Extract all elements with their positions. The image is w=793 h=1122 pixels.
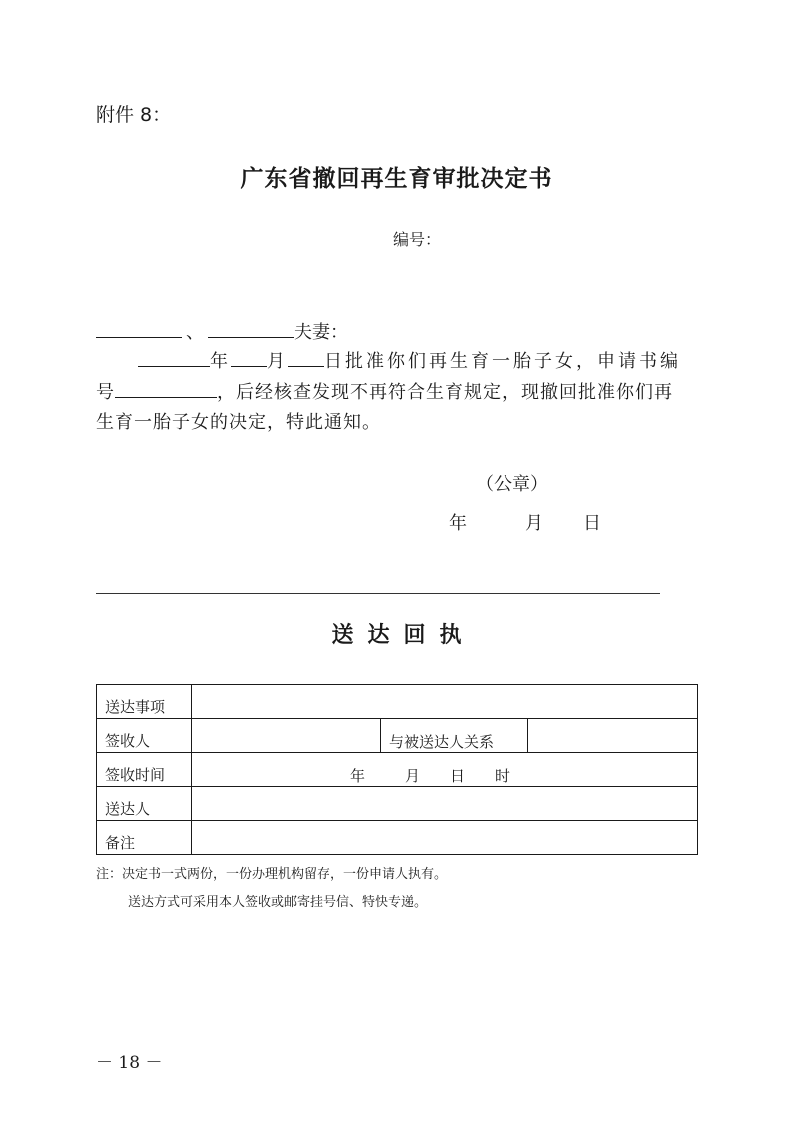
recipient-field[interactable] [192, 719, 381, 753]
spouse-name-blank-2[interactable] [208, 321, 294, 338]
document-title: 广东省撤回再生育审批决定书 [240, 165, 553, 192]
delivery-matter-field[interactable] [192, 685, 698, 719]
deliverer-field[interactable] [192, 787, 698, 821]
body-line-3: 生育一胎子女的决定，特此通知。 [96, 412, 381, 433]
spouse-name-blank-1[interactable] [96, 321, 182, 338]
sign-day-label: 日 [450, 767, 466, 785]
remarks-label: 备注 [97, 821, 192, 855]
document-number-label: 编号： [393, 230, 442, 249]
table-row [97, 753, 698, 787]
name-separator: 、 [186, 322, 204, 343]
relation-field[interactable] [528, 719, 698, 753]
body-line-1-text: 日批准你们再生育一胎子女，申请书编 [324, 351, 681, 372]
sign-hour-label: 时 [495, 767, 511, 785]
number-prefix: 号 [96, 382, 115, 403]
year-label: 年 [210, 351, 231, 372]
sign-year-label: 年 [350, 767, 366, 785]
sign-time-label: 签收时间 [97, 753, 192, 787]
addressee-line [96, 318, 348, 344]
official-seal-label: （公章） [476, 474, 548, 495]
sign-time-field[interactable] [192, 753, 698, 787]
remarks-field[interactable] [192, 821, 698, 855]
cut-line-divider [96, 593, 660, 594]
table-row [97, 685, 698, 719]
table-row [97, 821, 698, 855]
table-row [97, 787, 698, 821]
body-line-2-text: ，后经核查发现不再符合生育规定，现撤回批准你们再 [217, 382, 673, 403]
note-line-2: 送达方式可采用本人签收或邮寄挂号信、特快专递。 [128, 895, 428, 910]
month-label: 月 [267, 351, 288, 372]
sign-month-label: 月 [405, 767, 421, 785]
receipt-table [96, 684, 698, 855]
note-line-1: 注：决定书一式两份，一份办理机构留存，一份申请人执有。 [96, 867, 448, 882]
page-number: － 18 － [96, 1053, 163, 1073]
receipt-title: 送达回执 [331, 622, 476, 648]
delivery-matter-label: 送达事项 [97, 685, 192, 719]
approval-year-blank[interactable] [138, 350, 210, 367]
relation-label: 与被送达人关系 [381, 719, 528, 753]
approval-day-blank[interactable] [288, 350, 324, 367]
approval-month-blank[interactable] [231, 350, 267, 367]
deliverer-label: 送达人 [97, 787, 192, 821]
issue-date [449, 509, 601, 535]
body-line-2 [96, 378, 673, 404]
issue-year-label: 年 [449, 513, 467, 534]
attachment-label: 附件 8： [96, 104, 172, 126]
table-row [97, 719, 698, 753]
issue-month-label: 月 [525, 513, 543, 534]
issue-day-label: 日 [583, 513, 601, 534]
body-line-1 [138, 347, 681, 373]
recipient-label: 签收人 [97, 719, 192, 753]
application-number-blank[interactable] [115, 381, 217, 398]
addressee-suffix: 夫妻： [294, 322, 348, 343]
